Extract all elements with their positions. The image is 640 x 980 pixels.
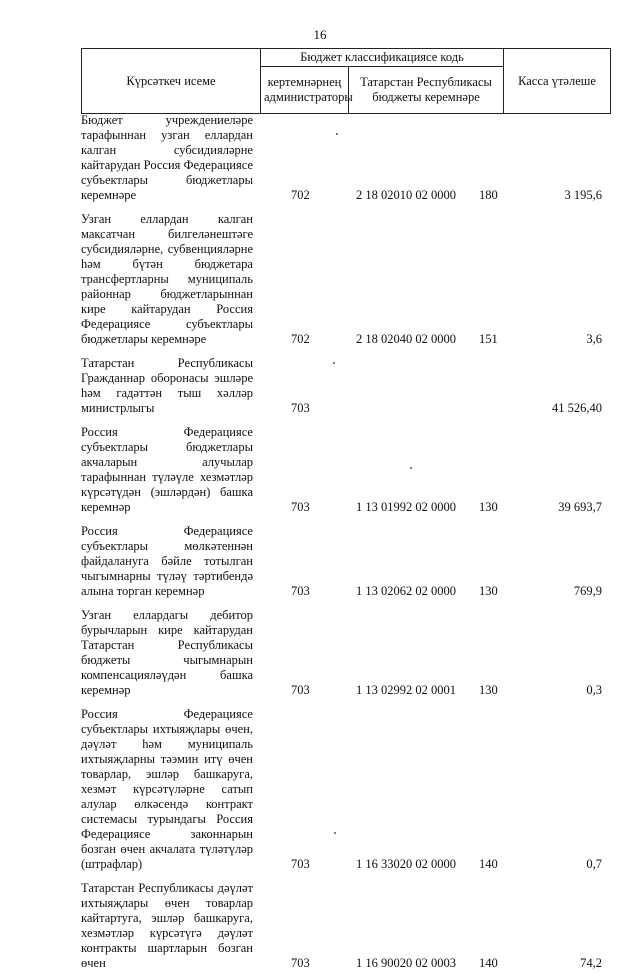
row-sub: 130	[479, 500, 498, 514]
row-sub: 140	[479, 956, 498, 970]
row-value: 39 693,7	[558, 500, 602, 514]
row-sub: 180	[479, 188, 498, 202]
table-row	[81, 707, 610, 872]
header-budget-classification: Бюджет классификациясе кодь	[261, 49, 504, 67]
row-code: 2 18 02010 02 0000	[356, 188, 456, 202]
row-value: 41 526,40	[552, 401, 602, 415]
row-code: 1 13 02062 02 0000	[356, 584, 456, 598]
table-row	[81, 524, 610, 599]
row-value: 74,2	[580, 956, 602, 970]
table-header	[81, 48, 611, 114]
row-code: 1 13 02992 02 0001	[356, 683, 456, 697]
row-code: 1 16 33020 02 0000	[356, 857, 456, 871]
table-row	[81, 356, 610, 416]
table-row	[81, 881, 610, 971]
row-code: 2 18 02040 02 0000	[356, 332, 456, 346]
row-admin: 702	[291, 188, 310, 202]
row-admin: 703	[291, 584, 310, 598]
row-value: 3,6	[586, 332, 602, 346]
row-name: Россия Федерациясе субъектлары ихтыяҗлары өчен, дәүләт һәм муниципаль ихтыяҗларны тәэмин итү өчен товарлар, эшләр башкаруга, хезмәт күрсәтүләрне сатып алулар өлкәсендә контракт системасы турындагы Россия Федерациясе законнарын бозган өчен акчалата түләтүләр (штрафлар)	[81, 707, 253, 871]
row-admin: 703	[291, 500, 310, 514]
row-admin: 702	[291, 332, 310, 346]
row-code: 1 13 01992 02 0000	[356, 500, 456, 514]
row-sub: 130	[479, 683, 498, 697]
table-row	[81, 425, 610, 515]
scan-speck	[333, 362, 335, 364]
header-admin: кертемнәрнең администраторы	[261, 67, 349, 114]
row-admin: 703	[291, 956, 310, 970]
row-name: Россия Федерациясе субъектлары бюджетлары акчаларын алучылар тарафыннан түләүле хезмәтләр күрсәтүдән (эшләрдән) башка керемнәр	[81, 425, 253, 514]
row-name: Узган еллардагы дебитор бурычларын кире кайтарудан Татарстан Республикасы бюджеты чыгымнарын компенсацияләүдән башка керемнәр	[81, 608, 253, 697]
page-number: 16	[313, 27, 327, 42]
row-admin: 703	[291, 401, 310, 415]
row-value: 0,3	[586, 683, 602, 697]
row-code: 1 16 90020 02 0003	[356, 956, 456, 970]
table-row	[81, 113, 610, 203]
row-name: Узган еллардан калган максатчан билгеләнештәге субсидияләрне, субвенцияләрне һәм бүтән бюджетара трансфертларны муниципаль районнар бюджетларыннан кире кайтарудан Россия Федерациясе субъектлары бюджетлары керемнәре	[81, 212, 253, 346]
row-sub: 130	[479, 584, 498, 598]
table-row	[81, 212, 610, 347]
row-value: 3 195,6	[564, 188, 602, 202]
row-admin: 703	[291, 857, 310, 871]
table-row	[81, 608, 610, 698]
row-sub: 151	[479, 332, 498, 346]
row-admin: 703	[291, 683, 310, 697]
row-name: Россия Федерациясе субъектлары мөлкәтеннән файдалануга бәйле тотылган чыгымнарны түләү тәртибендә алына торган керемнәр	[81, 524, 253, 598]
header-kassa: Касса үтәлеше	[504, 49, 611, 114]
scan-speck	[334, 832, 336, 834]
scan-speck	[410, 467, 412, 469]
row-name: Татарстан Республикасы дәүләт ихтыяҗлары өчен товарлар кайтартуга, эшләр башкаруга, хезмәтләр күрсәтүгә дәүләт контракты шартларын бозган өчен	[81, 881, 253, 970]
header-indicator-name: Күрсәткеч исеме	[82, 49, 261, 114]
row-name: Бюджет учреждениеләре тарафыннан узган еллардан калган субсидияләрне кайтарудан Россия Федерациясе субъектлары бюджетлары керемнәре	[81, 113, 253, 202]
scan-speck	[336, 133, 338, 135]
row-name: Татарстан Республикасы Гражданнар оборонасы эшләре һәм гадәттән тыш хәлләр министрлыгы	[81, 356, 253, 415]
row-sub: 140	[479, 857, 498, 871]
row-value: 769,9	[573, 584, 602, 598]
row-value: 0,7	[586, 857, 602, 871]
header-rt-budget: Татарстан Республикасы бюджеты керемнәре	[349, 67, 504, 114]
table-body	[81, 113, 610, 980]
